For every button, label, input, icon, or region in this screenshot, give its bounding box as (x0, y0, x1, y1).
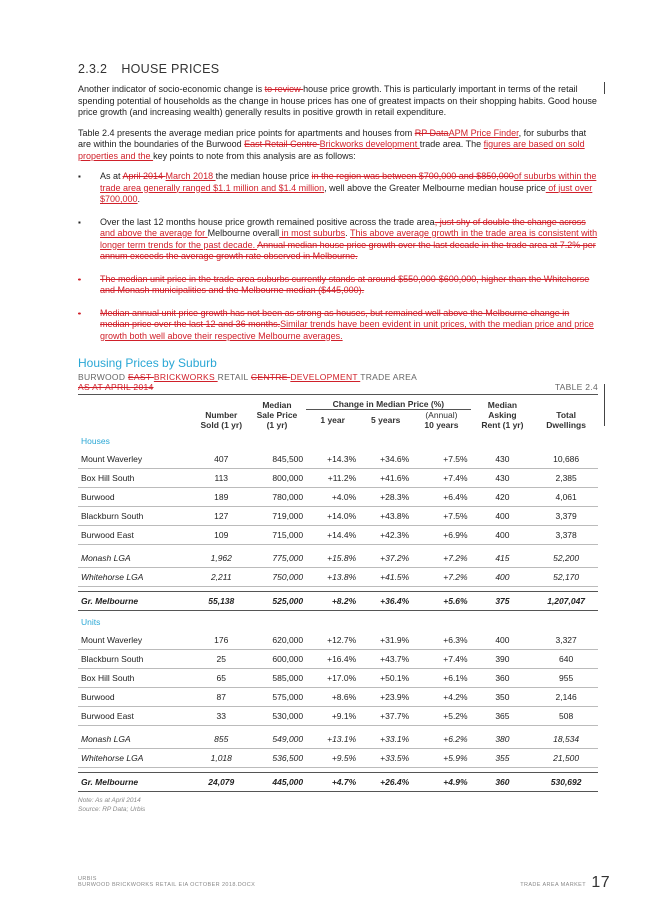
table-cell: 400 (471, 507, 535, 526)
table-group-row (78, 611, 598, 632)
table-cell: +43.8% (359, 507, 412, 526)
table-cell: 575,000 (248, 688, 306, 707)
table-cell: 3,378 (534, 526, 598, 545)
table-cell: +13.8% (306, 568, 359, 587)
table-cell: 415 (471, 549, 535, 568)
column-header: (Annual) (425, 410, 458, 420)
table-cell: +6.2% (412, 730, 470, 749)
table-cell: +41.5% (359, 568, 412, 587)
table-cell: +33.1% (359, 730, 412, 749)
table-cell: Blackburn South (78, 507, 195, 526)
table-cell: 845,500 (248, 450, 306, 469)
table-cell: +7.2% (412, 568, 470, 587)
table-cell: 549,000 (248, 730, 306, 749)
table-cell: +4.9% (412, 773, 470, 792)
table-cell: 955 (534, 669, 598, 688)
table-cell: +6.9% (412, 526, 470, 545)
table-cell: +5.9% (412, 749, 470, 768)
table-cell: Burwood (78, 688, 195, 707)
table-cell: Whitehorse LGA (78, 568, 195, 587)
table-cell: +14.0% (306, 507, 359, 526)
table-cell: 3,327 (534, 631, 598, 650)
table-cell: Box Hill South (78, 669, 195, 688)
table-cell: +13.1% (306, 730, 359, 749)
table-cell: +8.2% (306, 592, 359, 611)
table-row (78, 688, 598, 707)
table-cell: Monash LGA (78, 730, 195, 749)
table-cell: +37.7% (359, 707, 412, 726)
table-notes (78, 796, 598, 814)
column-header: Dwellings (546, 420, 586, 430)
table-cell: +42.3% (359, 526, 412, 545)
table-row (78, 650, 598, 669)
footer-section: TRADE AREA MARKET (520, 882, 586, 888)
table-subtitle-date: AS AT APRIL 2014 TABLE 2.4 (78, 382, 598, 395)
table-cell: 55,138 (195, 592, 248, 611)
column-header: Rent (1 yr) (481, 420, 524, 430)
table-cell: 407 (195, 450, 248, 469)
table-cell: +50.1% (359, 669, 412, 688)
table-cell: +14.3% (306, 450, 359, 469)
table-cell: 21,500 (534, 749, 598, 768)
table-cell: +41.6% (359, 469, 412, 488)
table-cell: 750,000 (248, 568, 306, 587)
table-cell: 65 (195, 669, 248, 688)
table-cell: 719,000 (248, 507, 306, 526)
table-cell: +17.0% (306, 669, 359, 688)
table-row (78, 592, 598, 611)
revision-bar (604, 82, 605, 94)
table-cell: +9.5% (306, 749, 359, 768)
table-cell: Blackburn South (78, 650, 195, 669)
table-cell: 430 (471, 469, 535, 488)
table-cell: +12.7% (306, 631, 359, 650)
table-cell: +6.3% (412, 631, 470, 650)
section-title: HOUSE PRICES (121, 62, 220, 76)
page-content (78, 62, 598, 814)
table-cell: 2,146 (534, 688, 598, 707)
table-cell: +16.4% (306, 650, 359, 669)
table-cell: 52,200 (534, 549, 598, 568)
table-cell: 33 (195, 707, 248, 726)
table-cell: +4.7% (306, 773, 359, 792)
table-cell: +5.2% (412, 707, 470, 726)
table-cell: 24,079 (195, 773, 248, 792)
table-cell: 3,379 (534, 507, 598, 526)
table-cell: 600,000 (248, 650, 306, 669)
table-cell: +4.0% (306, 488, 359, 507)
table-cell: Burwood (78, 488, 195, 507)
list-item: ▪ Over the last 12 months house price growth remained positive across the trade area, just shy of double the change across and above the average for Melbourne overall in most suburbs. This above average growth in the trade area is consistent with longer term trends for the past decade. Annual median house price growth over the last decade in the trade area at 7.2% per annum exceeds the average growth rate observed in Melbourne. (78, 216, 598, 261)
column-header: 10 years (424, 420, 459, 430)
table-cell: 2,211 (195, 568, 248, 587)
table-cell: +31.9% (359, 631, 412, 650)
table-group-row (78, 430, 598, 450)
table-cell: 585,000 (248, 669, 306, 688)
table-cell: 445,000 (248, 773, 306, 792)
table-cell: +43.7% (359, 650, 412, 669)
table-cell: +23.9% (359, 688, 412, 707)
table-cell: 400 (471, 631, 535, 650)
table-cell: 420 (471, 488, 535, 507)
table-cell: 715,000 (248, 526, 306, 545)
table-row (78, 526, 598, 545)
table-cell: 365 (471, 707, 535, 726)
table-cell: +33.5% (359, 749, 412, 768)
group-label: Houses (81, 436, 110, 446)
table-cell: 775,000 (248, 549, 306, 568)
table-cell: 109 (195, 526, 248, 545)
table-subtitle: BURWOOD EAST BRICKWORKS RETAIL CENTRE DEVELOPMENT TRADE AREA (78, 372, 418, 382)
table-cell: +7.4% (412, 650, 470, 669)
table-cell: +4.2% (412, 688, 470, 707)
table-cell: 87 (195, 688, 248, 707)
table-cell: 536,500 (248, 749, 306, 768)
table-cell: 640 (534, 650, 598, 669)
table-cell: 4,061 (534, 488, 598, 507)
table-cell: 508 (534, 707, 598, 726)
table-cell: +6.1% (412, 669, 470, 688)
table-cell: Burwood East (78, 526, 195, 545)
column-header: Sale Price (256, 410, 298, 420)
section-heading (78, 62, 598, 76)
table-row (78, 488, 598, 507)
table-cell: 1,962 (195, 549, 248, 568)
list-item: ▪ Median annual unit price growth has not been as strong as houses, but remained well above the Melbourne change in median price over the last 12 and 36 months.Similar trends have been evident in unit prices, with the median price and price growth both well above their respective Melbourne averages. (78, 307, 594, 341)
table-source: Source: RP Data; Urbis (78, 806, 146, 813)
table-cell: 176 (195, 631, 248, 650)
list-item: ▪ The median unit price in the trade area suburbs currently stands at around $550,000-$600,000, higher than the Whitehorse and Monash municipalities and the Melbourne median ($445,000). (78, 273, 590, 295)
table-cell: Whitehorse LGA (78, 749, 195, 768)
table-note: Note: As at April 2014 (78, 797, 141, 804)
table-cell: 189 (195, 488, 248, 507)
revision-bar (604, 384, 605, 426)
table-cell: +26.4% (359, 773, 412, 792)
table-cell: 390 (471, 650, 535, 669)
table-cell: Mount Waverley (78, 631, 195, 650)
table-title: Housing Prices by Suburb (78, 356, 217, 370)
table-number: TABLE 2.4 (554, 382, 598, 392)
table-cell: Monash LGA (78, 549, 195, 568)
table-cell: +7.5% (412, 507, 470, 526)
table-cell: +6.4% (412, 488, 470, 507)
table-cell: 350 (471, 688, 535, 707)
table-cell: 2,385 (534, 469, 598, 488)
table-cell: 127 (195, 507, 248, 526)
table-cell: +14.4% (306, 526, 359, 545)
table-cell: 620,000 (248, 631, 306, 650)
table-cell: +28.3% (359, 488, 412, 507)
paragraph-table-intro: Table 2.4 presents the average median price points for apartments and houses from RP DataAPM Price Finder, for suburbs that are within the boundaries of the Burwood East Retail Centre Brickworks development trade area. The figures are based on sold properties and the key points to note from this analysis are as follows: (78, 127, 587, 161)
table-row (78, 549, 598, 568)
table-cell: 855 (195, 730, 248, 749)
table-cell: +11.2% (306, 469, 359, 488)
table-cell: 780,000 (248, 488, 306, 507)
table-cell: 800,000 (248, 469, 306, 488)
table-cell: +34.6% (359, 450, 412, 469)
list-item: ▪ As at April 2014 March 2018 the median house price in the region was between $700,000 and $850,000of suburbs within the trade area generally ranged $1.1 million and $1.4 million, well above the Greater Melbourne median house price of just over $700,000. (78, 171, 597, 204)
footer-org: URBIS (78, 876, 97, 882)
column-header: Number (205, 410, 238, 420)
table-cell: Gr. Melbourne (78, 592, 195, 611)
table-row (78, 631, 598, 650)
table-cell: +7.5% (412, 450, 470, 469)
column-header: Median (262, 399, 292, 410)
column-header: Median (487, 399, 518, 410)
table-cell: 113 (195, 469, 248, 488)
table-cell: 10,686 (534, 450, 598, 469)
table-row (78, 749, 598, 768)
table-cell: 380 (471, 730, 535, 749)
table-cell: +7.2% (412, 549, 470, 568)
key-points-list (78, 171, 598, 342)
table-cell: Burwood East (78, 707, 195, 726)
column-header: (1 yr) (266, 420, 288, 430)
table-cell: 400 (471, 526, 535, 545)
table-cell: Box Hill South (78, 469, 195, 488)
table-cell: 25 (195, 650, 248, 669)
table-row (78, 773, 598, 792)
table-cell: 360 (471, 669, 535, 688)
column-header: 5 years (371, 415, 401, 425)
table-cell: +9.1% (306, 707, 359, 726)
table-cell: 355 (471, 749, 535, 768)
table-cell: 360 (471, 773, 535, 792)
table-cell: 530,692 (534, 773, 598, 792)
table-cell: +37.2% (359, 549, 412, 568)
table-cell: Mount Waverley (78, 450, 195, 469)
table-cell: 52,170 (534, 568, 598, 587)
table-cell: +15.8% (306, 549, 359, 568)
table-cell: 400 (471, 568, 535, 587)
column-header: Total (556, 410, 576, 420)
page-footer (78, 874, 610, 891)
column-header: Sold (1 yr) (200, 420, 243, 430)
column-header: Asking (488, 410, 517, 420)
table-row (78, 669, 598, 688)
table-row (78, 730, 598, 749)
table-cell: 1,207,047 (534, 592, 598, 611)
table-cell: 375 (471, 592, 535, 611)
table-cell: 525,000 (248, 592, 306, 611)
footer-file: BURWOOD BRICKWORKS RETAIL EIA OCTOBER 2018.DOCX (78, 882, 256, 888)
table-row (78, 707, 598, 726)
group-label: Units (81, 617, 101, 627)
table-cell: +8.6% (306, 688, 359, 707)
table-cell: +5.6% (412, 592, 470, 611)
table-cell: 430 (471, 450, 535, 469)
table-row (78, 507, 598, 526)
table-cell: +36.4% (359, 592, 412, 611)
table-row (78, 450, 598, 469)
table-cell: +7.4% (412, 469, 470, 488)
table-cell: Gr. Melbourne (78, 773, 195, 792)
housing-prices-table (78, 399, 598, 792)
column-header: 1 year (320, 415, 345, 425)
table-cell: 18,534 (534, 730, 598, 749)
paragraph-intro: Another indicator of socio-economic change is to review house price growth. This is particularly important in terms of the retail spending potential of households as the change in house prices has one of greatest impacts on their shopping habits. Good house price growth (and increasing wealth) generally results in positive growth in retail expenditure. (78, 84, 597, 117)
table-row (78, 469, 598, 488)
column-header: Change in Median Price (%) (306, 399, 470, 410)
section-number: 2.3.2 (78, 62, 108, 76)
page-number: 17 (591, 874, 610, 891)
table-cell: 1,018 (195, 749, 248, 768)
table-row (78, 568, 598, 587)
table-cell: 530,000 (248, 707, 306, 726)
